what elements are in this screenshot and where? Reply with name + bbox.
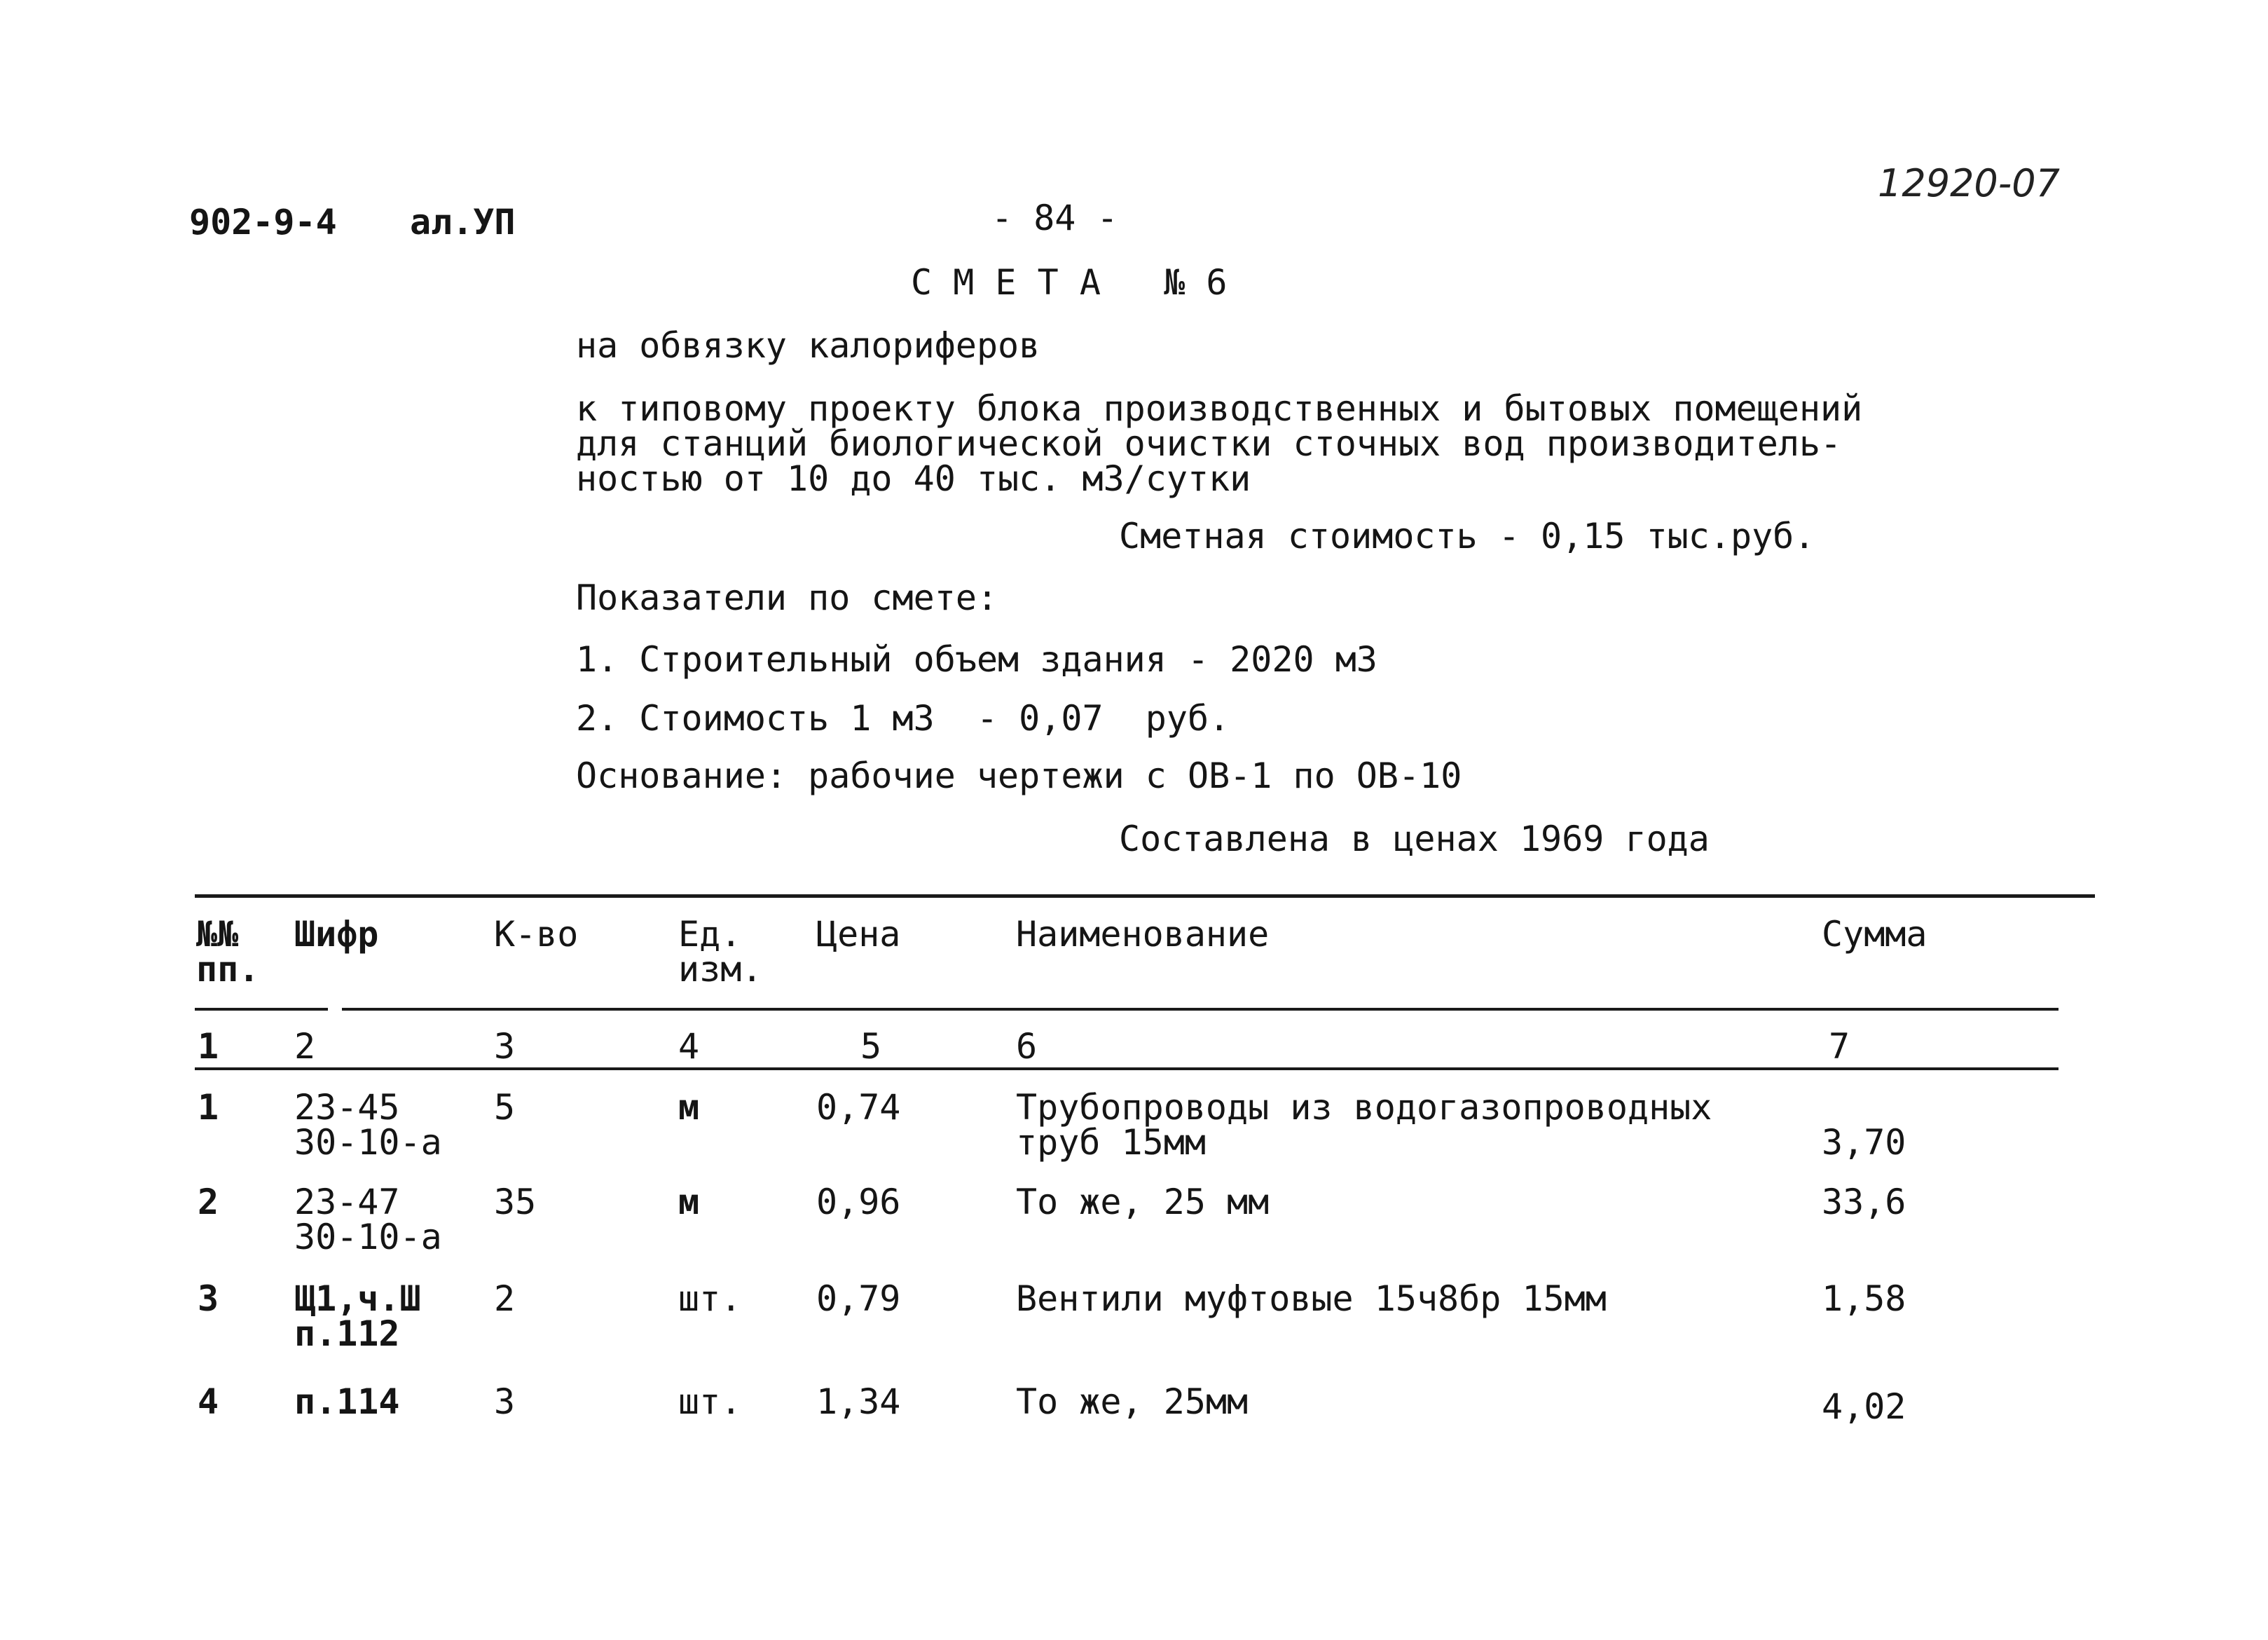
row-num: 4 [198, 1381, 219, 1422]
row-unit: м [678, 1182, 700, 1222]
column-number-rule [195, 1067, 2059, 1070]
project-line-2: для станций биологической очистки сточных вод производитель- [576, 423, 1842, 464]
row-price: 0,74 [816, 1087, 901, 1128]
row-sum: 3,70 [1822, 1122, 1906, 1163]
row-qty: 2 [494, 1278, 516, 1319]
row-name: То же, 25мм [1016, 1381, 1249, 1422]
document-title: С М Е Т А № 6 [911, 262, 1228, 303]
row-qty: 5 [494, 1087, 516, 1128]
row-num: 1 [198, 1087, 219, 1128]
row-name: Трубопроводы из водогазопроводных труб 15мм [1016, 1087, 1712, 1163]
row-code: Щ1,ч.Ш п.112 [294, 1278, 421, 1354]
project-line-3: ностью от 10 до 40 тыс. м3/сутки [576, 458, 1251, 499]
col-number-3: 3 [494, 1026, 516, 1067]
row-name: То же, 25 мм [1016, 1182, 1270, 1222]
row-price: 0,96 [816, 1182, 901, 1222]
album-number: ал.УП [410, 202, 516, 242]
estimated-cost: Сметная стоимость - 0,15 тыс.руб. [1119, 516, 1815, 556]
col-number-6: 6 [1016, 1026, 1038, 1067]
project-line-1: к типовому проекту блока производственных и бытовых помещений [576, 388, 1863, 429]
header-unit: Ед. изм. [678, 914, 763, 990]
row-code: 23-47 30-10-а [294, 1182, 442, 1257]
estimate-subject: на обвязку калориферов [576, 325, 1040, 366]
price-level: Составлена в ценах 1969 года [1119, 819, 1710, 859]
indicator-unit-cost: 2. Стоимость 1 м3 - 0,07 руб. [576, 698, 1230, 739]
header-num: №№ пп. [196, 914, 260, 990]
page-number: - 84 - [991, 198, 1118, 238]
row-code: п.114 [294, 1381, 400, 1422]
indicator-volume: 1. Строительный объем здания - 2020 м3 [576, 639, 1377, 680]
row-price: 1,34 [816, 1381, 901, 1422]
archive-number: 12920-07 [1878, 161, 2060, 205]
header-rule-left [195, 1008, 328, 1011]
row-name: Вентили муфтовые 15ч8бр 15мм [1016, 1278, 1607, 1319]
col-number-5: 5 [860, 1026, 882, 1067]
header-rule [342, 1008, 2059, 1011]
estimate-basis: Основание: рабочие чертежи с ОВ-1 по ОВ-10 [576, 756, 1462, 796]
header-code: Шифр [294, 914, 379, 955]
row-code: 23-45 30-10-а [294, 1087, 442, 1163]
row-unit: шт. [678, 1278, 742, 1319]
col-number-2: 2 [294, 1026, 316, 1067]
row-sum: 1,58 [1822, 1278, 1906, 1319]
header-qty: К-во [494, 914, 579, 955]
row-price: 0,79 [816, 1278, 901, 1319]
row-qty: 35 [494, 1182, 537, 1222]
doc-code: 902-9-4 [189, 202, 337, 242]
indicators-heading: Показатели по смете: [576, 578, 998, 618]
table-top-rule [195, 894, 2095, 898]
col-number-4: 4 [678, 1026, 700, 1067]
row-sum: 33,6 [1822, 1182, 1906, 1222]
row-sum: 4,02 [1822, 1386, 1906, 1427]
row-unit: м [678, 1087, 700, 1128]
header-sum: Сумма [1822, 914, 1927, 955]
row-num: 2 [198, 1182, 219, 1222]
row-qty: 3 [494, 1381, 516, 1422]
col-number-1: 1 [198, 1026, 219, 1067]
header-price: Цена [816, 914, 901, 955]
row-num: 3 [198, 1278, 219, 1319]
header-name: Наименование [1016, 914, 1270, 955]
col-number-7: 7 [1829, 1026, 1850, 1067]
row-unit: шт. [678, 1381, 742, 1422]
